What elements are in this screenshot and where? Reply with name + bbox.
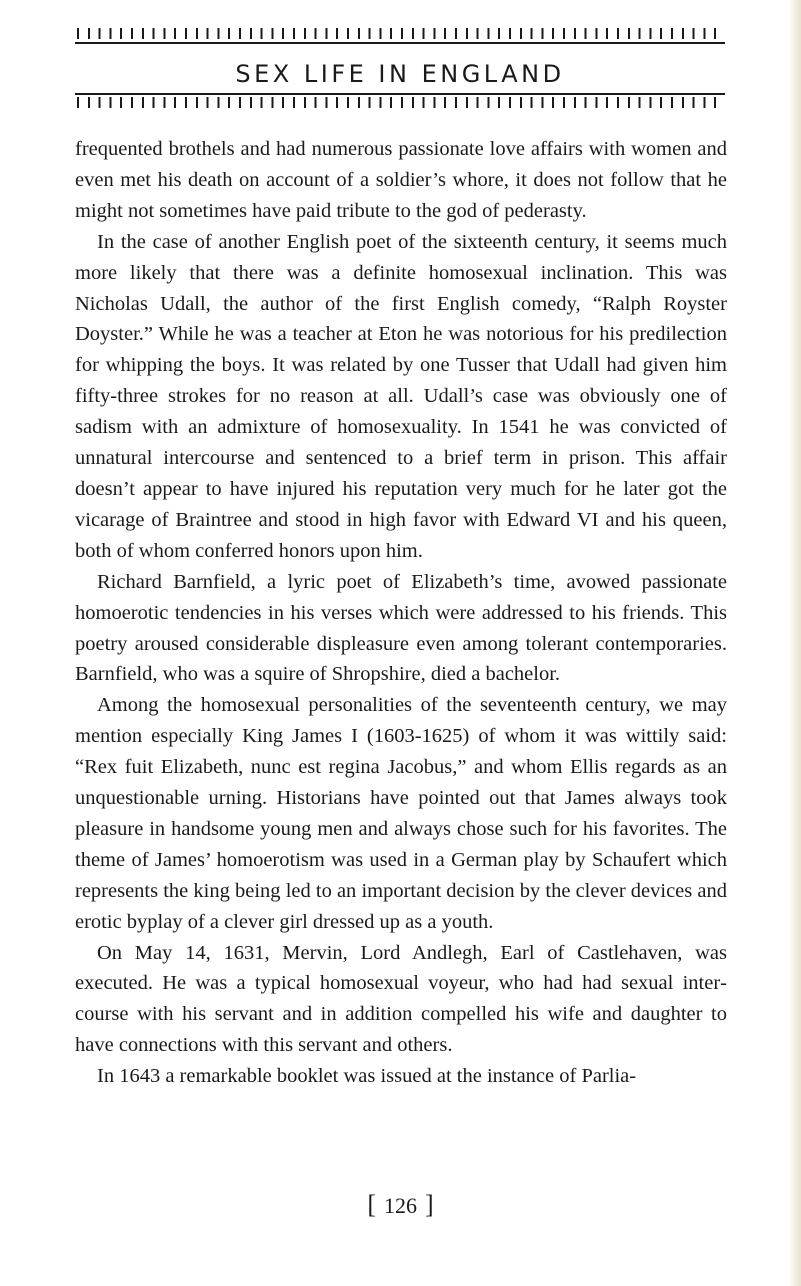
paragraph: Among the homosexual personalities of the seventeenth century, we may mention especially King James I (1603-1625) of whom it was wittily said: “Rex fuit Elizabeth, nunc est regina Jacobus,” and whom Ellis regards as an unquestionable urning. Historians have pointed out that James always took pleasure in handsome young men and always chose such for his favorites. The theme of James’ homoerotism was used in a German play by Schaufert which represents the king being led to an important decision by the clever devices and erotic byplay of a clever girl dressed up as a youth.: [75, 694, 727, 933]
paragraph: In 1643 a remarkable booklet was issued at the instance of Parlia-: [97, 1065, 637, 1088]
paragraph: Richard Barnfield, a lyric poet of Elizabeth’s time, avowed passionate homoerotic tendencies in his verses which were addressed to his friends. This poetry aroused considerable displeasure even among tolerant contemporaries. Barnfield, who was a squire of Shropshire, died a bachelor.: [75, 570, 727, 686]
page-number-open-bracket: [: [367, 1190, 376, 1219]
header-ornament-top: [75, 28, 725, 44]
paragraph: In the case of another English poet of the sixteenth century, it seems much more likely that there was a definite homosexual inclination. This was Nicholas Udall, the author of the first English comedy, “Ralph Royster Doyster.” While he was a teacher at Eton he was notorious for his predilection for whipping the boys. It was related by one Tusser that Udall had given him fifty-three strokes for no reason at all. Udall’s case was obviously one of sadism with an admixture of homosexuality. In 1541 he was convicted of unnatural intercourse and sentenced to a brief term in prison. This affair doesn’t appear to have injured his reputation very much for he later got the vicarage of Braintree and stood in high favor with Edward VI and his queen, both of whom conferred honors upon him.: [75, 230, 727, 562]
paragraph: frequented brothels and had numerous passionate love affairs with women and even met his death on account of a soldier’s whore, it does not follow that he might not sometimes have paid tribute to the god of pederasty.: [75, 138, 727, 222]
running-head: SEX LIFE IN ENGLAND: [235, 60, 565, 88]
page-number: [0, 1190, 801, 1221]
header-ornament-bottom: [75, 93, 725, 109]
body-text: [75, 134, 727, 1092]
page-number-close-bracket: ]: [425, 1190, 434, 1219]
page-edge-shadow: [789, 0, 801, 1286]
page-number-value: 126: [384, 1193, 417, 1218]
paragraph: On May 14, 1631, Mervin, Lord Andlegh, Earl of Castlehaven, was executed. He was a typical homosexual voyeur, who had had sexual intercourse with his servant and in addition compelled his wife and daughter to have connections with this servant and others.: [75, 941, 727, 1057]
